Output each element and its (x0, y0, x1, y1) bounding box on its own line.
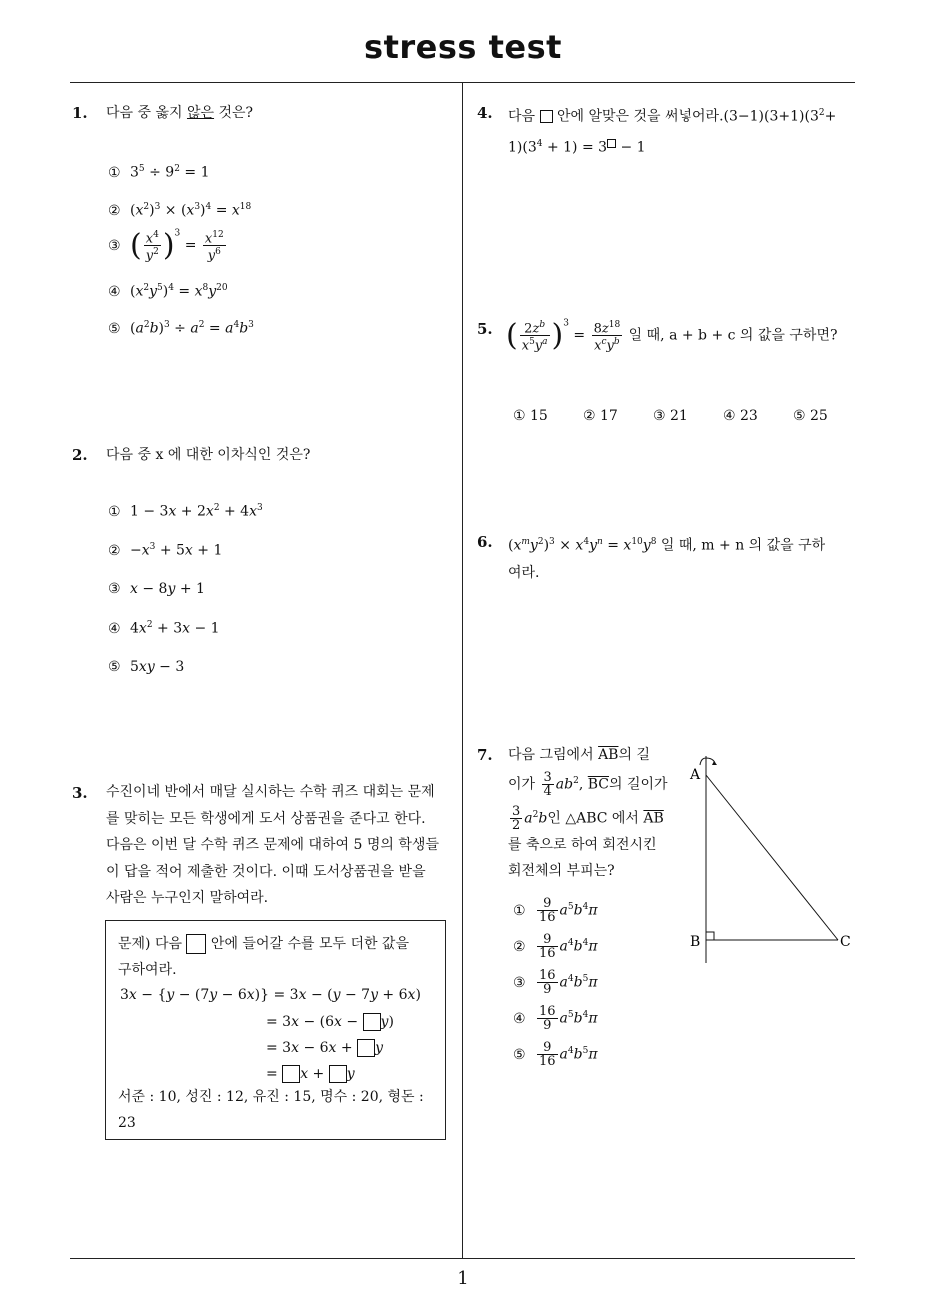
blank-box (540, 110, 553, 123)
q7-segment-bc: $\overline{BC}$ (587, 776, 610, 793)
q2-option-2-marker: ② (108, 542, 121, 559)
q4-line-1: 다음 안에 알맞은 것을 써넣어라$.(3-1)(3+1)(3^2+$ (508, 108, 837, 125)
q4-text-b: 안에 알맞은 것을 써넣어라. (556, 108, 724, 125)
point-b-label: B (690, 934, 701, 950)
q3-box-prompt (118, 931, 409, 983)
q1-number: 1. (72, 104, 88, 122)
blank-box (282, 1065, 300, 1083)
q2-option-1-marker: ① (108, 503, 121, 520)
q1-option-5-marker: ⑤ (108, 320, 121, 337)
q3-line-2: 를 맞히는 모든 학생에게 도서 상품권을 준다고 한다. (106, 810, 426, 827)
right-angle-mark (706, 932, 714, 940)
q5-number: 5. (477, 320, 493, 338)
q2-option-3[interactable]: ③ x − 8y + 1 (108, 581, 205, 597)
q7-line-2-post: 의 길이가 (609, 776, 668, 793)
q5-option-1[interactable]: ① 15 (513, 408, 548, 424)
q1-option-5[interactable]: ⑤ $(a^2b)^3 \div a^2 = a^4b^3$ (108, 320, 254, 337)
q4-number: 4. (477, 104, 493, 122)
page-title: stress test (364, 28, 562, 66)
q5-text: 일 때, a + b + c 의 값을 구하면? (628, 327, 838, 344)
q2-number: 2. (72, 446, 88, 464)
q7-line-5: 회전체의 부피는? (508, 863, 615, 880)
q2-option-4[interactable]: ④ $4x^2 + 3x - 1$ (108, 620, 220, 637)
q3-answers (118, 1084, 424, 1136)
q4-expr-a: (3−1)(3+1)(3 (723, 108, 819, 125)
q3-equation-2: = 3x − (6x − y) (266, 1014, 394, 1030)
blank-box (607, 139, 616, 148)
q5-option-4[interactable]: ④ 23 (723, 408, 758, 424)
blank-box (329, 1065, 347, 1083)
q7-line-2: 이가 $\frac{3}{4}$ $ab^2$, $\overline{BC}$의 길이가 (508, 770, 668, 800)
q7-option-4-marker: ④ (513, 1010, 526, 1027)
q7-option-2-marker: ② (513, 938, 526, 955)
q3-line-1: 수진이네 반에서 매달 실시하는 수학 퀴즈 대회는 문제 (106, 784, 435, 800)
q4-expr-e: − 1 (620, 139, 646, 156)
q2-option-1[interactable]: ① $1 - 3x + 2x^2 + 4x^3$ (108, 503, 263, 520)
blank-box (357, 1039, 375, 1057)
q5-option-3[interactable]: ③ 21 (653, 408, 688, 424)
q2-option-5-marker: ⑤ (108, 659, 121, 675)
q7-number: 7. (477, 746, 493, 764)
q6-text (508, 529, 863, 587)
q4-expr-c: 1)(3 (508, 139, 537, 156)
q3-line-3: 다음은 이번 달 수학 퀴즈 문제에 대하여 5 명의 학생들 (106, 837, 439, 853)
q1-text-pre: 다음 중 옳지 (106, 105, 187, 121)
q7-option-3[interactable]: ③ $\frac{16}{9}$ $a^4b^5\pi$ (513, 968, 598, 997)
blank-box (186, 934, 206, 954)
q3-box-prompt-b: 안에 들어갈 수를 모두 더한 값을 (210, 936, 409, 952)
point-a-label: A (690, 767, 701, 783)
q7-line-1-pre: 다음 그림에서 (508, 747, 594, 763)
q3-number: 3. (72, 784, 88, 802)
q4-expr-b: + (824, 108, 837, 125)
q1-option-4[interactable]: ④ $(x^2y^5)^4 = x^8y^{20}$ (108, 283, 228, 300)
segment-ac-line (706, 775, 838, 940)
q3-equation-3: = 3x − 6x + y (266, 1040, 384, 1056)
q7-option-3-marker: ③ (513, 974, 526, 991)
q7-option-5-marker: ⑤ (513, 1046, 526, 1063)
q5-options (513, 408, 853, 424)
q5-option-2[interactable]: ② 17 (583, 408, 618, 424)
q3-text (106, 779, 456, 912)
q7-segment-ab: $\overline{AB}$ (598, 747, 619, 763)
q3-answers-line-2: 23 (118, 1115, 136, 1131)
q1-option-2-marker: ② (108, 202, 121, 219)
q7-option-2[interactable]: ② $\frac{9}{16}$ $a^4b^4\pi$ (513, 932, 598, 961)
point-c-label: C (840, 934, 851, 950)
q7-line-3: $\frac{3}{2}$ $a^2b$인 △ABC 에서 $\overline{AB}$ (512, 804, 664, 834)
blank-box (363, 1013, 381, 1031)
q7-option-5[interactable]: ⑤ $\frac{9}{16}$ $a^4b^5\pi$ (513, 1040, 598, 1069)
q7-line-3-post: 인 △ABC 에서 (547, 810, 639, 827)
q4-text-a: 다음 (508, 108, 536, 125)
q2-option-3-marker: ③ (108, 581, 121, 597)
q7-option-1[interactable]: ① $\frac{9}{16}$ $a^5b^4\pi$ (513, 896, 598, 925)
q1-text-post: 것은? (214, 105, 254, 121)
q1-text (106, 100, 253, 127)
q3-equation-1: 3x − {y − (7y − 6x)} = 3x − (y − 7y + 6x) (120, 987, 421, 1003)
q7-line-2-pre: 이가 (508, 776, 536, 793)
q1-option-4-marker: ④ (108, 283, 121, 300)
q3-box-prompt-a: 문제) 다음 (118, 936, 183, 952)
q6-text-post: 일 때, m + n 의 값을 구하 (660, 537, 826, 554)
q7-line-4: 를 축으로 하여 회전시킨 (508, 837, 657, 854)
q1-option-2[interactable]: ② $(x^2)^3 \times (x^3)^4 = x^{18}$ (108, 202, 252, 219)
q5-option-5[interactable]: ⑤ 25 (793, 408, 828, 424)
q6-number: 6. (477, 533, 493, 551)
q1-option-3[interactable]: ③ ( $\frac{x^4}{y^2}$ )$^3$ = $\frac{x^{12}}{y^6}$ (108, 228, 224, 264)
q1-option-1-marker: ① (108, 164, 121, 181)
q3-box-prompt-c: 구하여라. (118, 962, 177, 978)
q7-line-1-post: 의 길 (618, 747, 650, 763)
q3-line-4: 이 답을 적어 제출한 것이다. 이때 도서상품권을 받을 (106, 863, 426, 880)
q1-text-underlined: 않은 (186, 105, 215, 121)
q7-line-1 (508, 742, 678, 768)
q4-text (508, 100, 858, 161)
q6-line-1: $(x^my^2)^3 \times x^4y^n = x^{10}y^8$ 일 때, m + n 의 값을 구하 (508, 537, 826, 554)
q3-answers-line-1: 서준 : 10, 성진 : 12, 유진 : 15, 명수 : 20, 형돈 : (118, 1089, 424, 1105)
q6-line-2: 여라. (508, 564, 540, 581)
bottom-rule (70, 1258, 855, 1259)
q1-option-3-marker: ③ (108, 237, 121, 254)
q1-option-1[interactable]: ① $3^5 \div 9^2 = 1$ (108, 164, 210, 181)
q2-text: 다음 중 x 에 대한 이차식인 것은? (106, 447, 311, 463)
q5-equation: ( $\frac{2z^b}{x^5y^a}$ )$^3$ = $\frac{8z^{18}}{x^cy^b}$ 일 때, a + b + c 의 값을 구하면? (506, 318, 838, 354)
page-number: 1 (457, 1268, 469, 1289)
q7-option-1-marker: ① (513, 902, 526, 919)
q2-option-5[interactable]: ⑤ 5xy − 3 (108, 659, 185, 675)
q2-option-4-marker: ④ (108, 620, 121, 637)
q2-option-2[interactable]: ② $-x^3 + 5x + 1$ (108, 542, 223, 559)
q3-line-5: 사람은 누구인지 말하여라. (106, 890, 269, 906)
column-divider (462, 83, 463, 1259)
q4-expr-d: + 1) = 3 (546, 139, 608, 156)
q7-segment-ab-2: $\overline{AB}$ (643, 810, 664, 827)
q7-triangle-figure (680, 748, 860, 968)
q3-problem-box (105, 920, 446, 1140)
q7-option-4[interactable]: ④ $\frac{16}{9}$ $a^5b^4\pi$ (513, 1004, 598, 1033)
q4-line-2: $1)(3^4 + 1) = 3 - 1$ (508, 138, 646, 156)
q3-equation-4: = x + y (266, 1066, 355, 1082)
q7-text (508, 742, 678, 884)
